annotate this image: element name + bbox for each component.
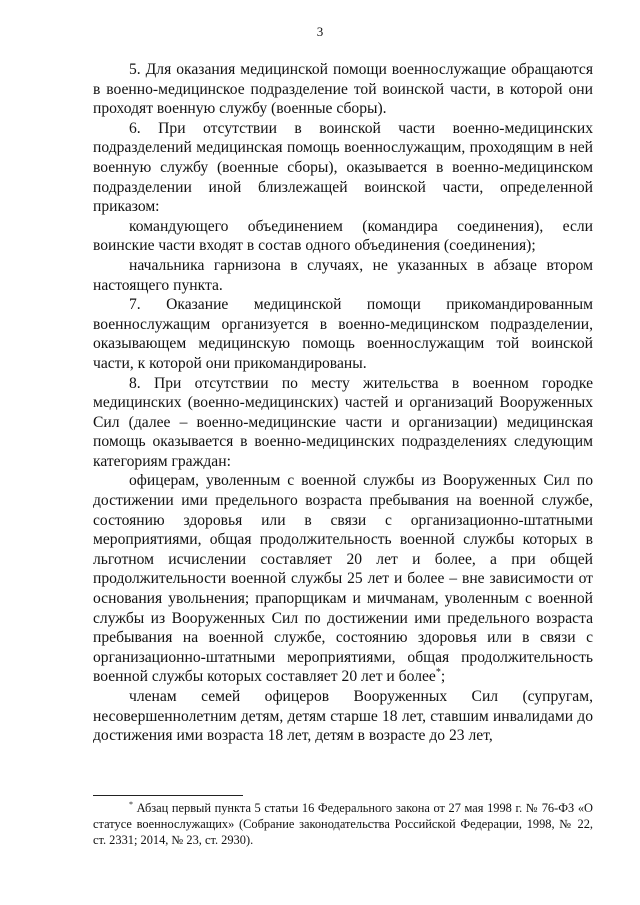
footnote xyxy=(93,800,593,848)
paragraph-end-punctuation: ; xyxy=(440,668,446,686)
paragraph-7: 7. Оказание медицинской помощи прикомандированным военнослужащим организуется в военно-медицинском подразделении, оказывающем медицинскую помощь военнослужащим той воинской части, к которой они прикомандированы. xyxy=(93,296,593,372)
footnote-divider xyxy=(93,795,243,796)
footnote-reference: * xyxy=(435,667,441,679)
paragraph-8-officers xyxy=(93,471,593,687)
paragraph-8: 8. При отсутствии по месту жительства в военном городке медицинских (военно-медицинских) частей и организаций Вооруженных Сил (далее – военно-медицинские части и организации) медицинская помощь оказывается в военно-медицинских подразделениях следующим категориям граждан: xyxy=(93,374,593,470)
paragraph-8-officers-text: офицерам, уволенным с военной службы из Вооруженных Сил по достижении ими предельного возраста пребывания на военной службе, состоянию здоровья или в связи с организационно-штатными мероприятиями, общая продолжительность военной службы которых в льготном исчислении составляет 20 лет и более, а при общей продолжительности военной службы 25 лет и более – вне зависимости от основания увольнения; прапорщикам и мичманам, уволенным с военной службы из Вооруженных Сил по достижении ими предельного возраста пребывания на военной службе, состоянию здоровья или в связи с организационно-штатными мероприятиями, общая продолжительность военной службы которых составляет 20 лет и более xyxy=(93,472,593,686)
paragraph-5: 5. Для оказания медицинской помощи военнослужащие обращаются в военно-медицинское подразделение той воинской части, в которой они проходят военную службу (военные сборы). xyxy=(93,61,593,118)
paragraph-6-item-garrison: начальника гарнизона в случаях, не указанных в абзаце втором настоящего пункта. xyxy=(93,256,593,294)
footnote-marker: * xyxy=(129,799,134,809)
document-body xyxy=(93,60,593,746)
footnote-text: Абзац первый пункта 5 статьи 16 Федерального закона от 27 мая 1998 г. № 76-ФЗ «О статусе военнослужащих» (Собрание законодательства Российской Федерации, 1998, № 22, ст. 2331; 2014, № 23, ст. 2930). xyxy=(93,801,593,847)
paragraph-6-item-commander: командующего объединением (командира соединения), если воинские части входят в состав одного объединения (соединения); xyxy=(93,217,593,255)
paragraph-8-family-members: членам семей офицеров Вооруженных Сил (супругам, несовершеннолетним детям, детям старше 18 лет, ставшим инвалидами до достижения ими возраста 18 лет, детям в возрасте до 23 лет, xyxy=(93,688,593,745)
page-number: 3 xyxy=(316,24,324,39)
paragraph-6: 6. При отсутствии в воинской части военно-медицинских подразделений медицинская помощь военнослужащим, проходящим в ней военную службу (военные сборы), оказывается в военно-медицинском подразделении иной близлежащей воинской части, определенной приказом: xyxy=(93,119,593,216)
